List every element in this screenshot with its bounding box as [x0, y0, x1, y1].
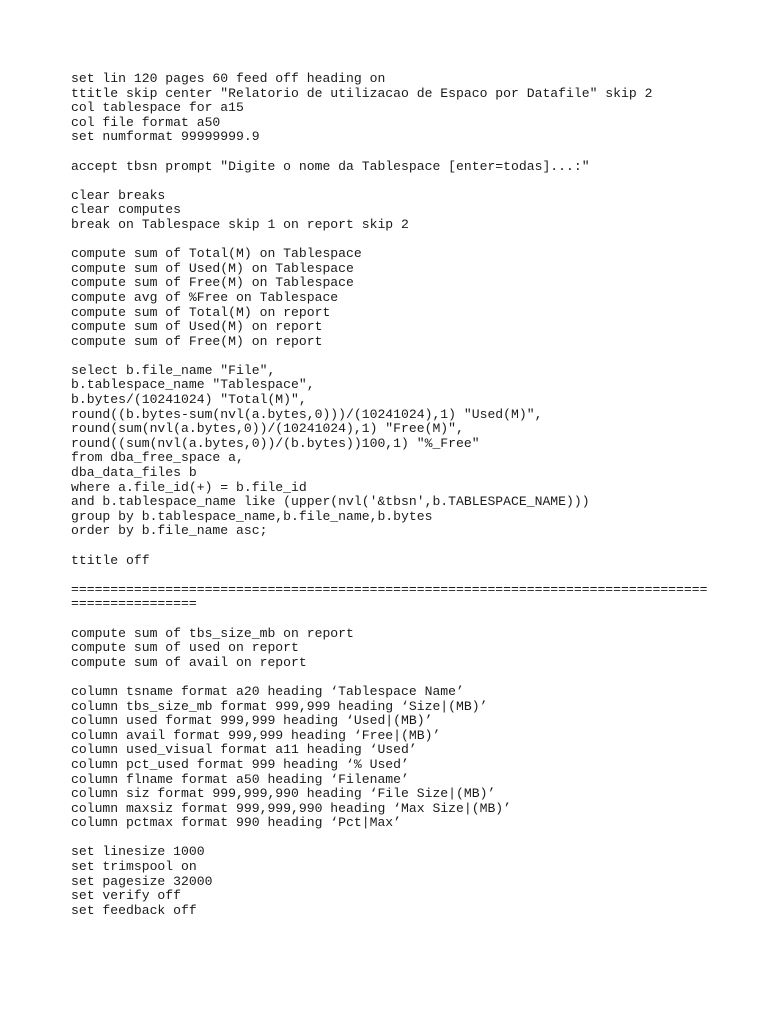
code-line: column used_visual format a11 heading ‘Used’ — [71, 742, 417, 758]
code-line: clear computes — [71, 202, 182, 218]
code-line: select b.file_name "File", — [71, 362, 276, 378]
code-line: set pagesize 32000 — [71, 873, 213, 889]
code-line: set numformat 99999999.9 — [71, 129, 260, 145]
blank-line — [71, 233, 731, 248]
code-line: compute sum of avail on report — [71, 654, 307, 670]
code-line: column pctmax format 990 heading ‘Pct|Max’ — [71, 815, 402, 831]
sql-script-text — [71, 72, 731, 918]
code-line: accept tbsn prompt "Digite o nome da Tablespace [enter=todas]...:" — [71, 158, 590, 174]
code-line: group by b.tablespace_name,b.file_name,b.bytes — [71, 508, 433, 524]
code-line: compute sum of Used(M) on report — [71, 319, 323, 335]
code-line: column flname format a50 heading ‘Filename’ — [71, 771, 409, 787]
code-line: set trimspool on — [71, 859, 197, 875]
code-line: compute sum of Free(M) on report — [71, 333, 323, 349]
code-line: column maxsiz format 999,999,990 heading ‘Max Size|(MB)’ — [71, 800, 512, 816]
code-line: order by b.file_name asc; — [71, 523, 268, 539]
code-line: compute sum of tbs_size_mb on report — [71, 625, 354, 641]
code-line: col tablespace for a15 — [71, 100, 244, 116]
code-line: column avail format 999,999 heading ‘Free|(MB)’ — [71, 727, 441, 743]
code-line: round((b.bytes-sum(nvl(a.bytes,0)))/(10241024),1) "Used(M)", — [71, 406, 543, 422]
blank-line — [71, 349, 731, 364]
code-line: ================ — [71, 596, 197, 612]
code-line: compute sum of Total(M) on Tablespace — [71, 246, 362, 262]
code-line: col file format a50 — [71, 114, 221, 130]
code-line: b.bytes/(10241024) "Total(M)", — [71, 392, 307, 408]
code-line: column pct_used format 999 heading ‘% Used’ — [71, 756, 409, 772]
blank-line — [71, 612, 731, 627]
code-line: set verify off — [71, 888, 182, 904]
blank-line — [71, 831, 731, 846]
code-line: set feedback off — [71, 902, 197, 918]
code-line: dba_data_files b — [71, 465, 197, 481]
code-line: and b.tablespace_name like (upper(nvl('&tbsn',b.TABLESPACE_NAME))) — [71, 494, 590, 510]
code-line: column tbs_size_mb format 999,999 heading ‘Size|(MB)’ — [71, 698, 488, 714]
code-line: compute sum of used on report — [71, 640, 299, 656]
code-line: where a.file_id(+) = b.file_id — [71, 479, 307, 495]
code-line: column used format 999,999 heading ‘Used|(MB)’ — [71, 713, 433, 729]
code-line: break on Tablespace skip 1 on report skip 2 — [71, 216, 409, 232]
code-line: compute sum of Used(M) on Tablespace — [71, 260, 354, 276]
code-line: clear breaks — [71, 187, 166, 203]
code-line: compute avg of %Free on Tablespace — [71, 289, 339, 305]
code-line: ttitle skip center "Relatorio de utilizacao de Espaco por Datafile" skip 2 — [71, 85, 653, 101]
code-line: compute sum of Free(M) on Tablespace — [71, 275, 354, 291]
code-line: round((sum(nvl(a.bytes,0))/(b.bytes))100,1) "%_Free" — [71, 435, 480, 451]
blank-line — [71, 670, 731, 685]
code-line: compute sum of Total(M) on report — [71, 304, 331, 320]
blank-line — [71, 568, 731, 583]
code-line: ttitle off — [71, 552, 150, 568]
code-line: from dba_free_space a, — [71, 450, 244, 466]
code-line: set linesize 1000 — [71, 844, 205, 860]
blank-line — [71, 145, 731, 160]
blank-line — [71, 539, 731, 554]
code-line: ================================================================================= — [71, 581, 708, 597]
blank-line — [71, 174, 731, 189]
code-line: set lin 120 pages 60 feed off heading on — [71, 71, 386, 86]
code-line: round(sum(nvl(a.bytes,0))/(10241024),1) "Free(M)", — [71, 421, 464, 437]
code-line: column tsname format a20 heading ‘Tablespace Name’ — [71, 683, 464, 699]
code-line: column siz format 999,999,990 heading ‘File Size|(MB)’ — [71, 786, 496, 802]
code-line: b.tablespace_name "Tablespace", — [71, 377, 315, 393]
